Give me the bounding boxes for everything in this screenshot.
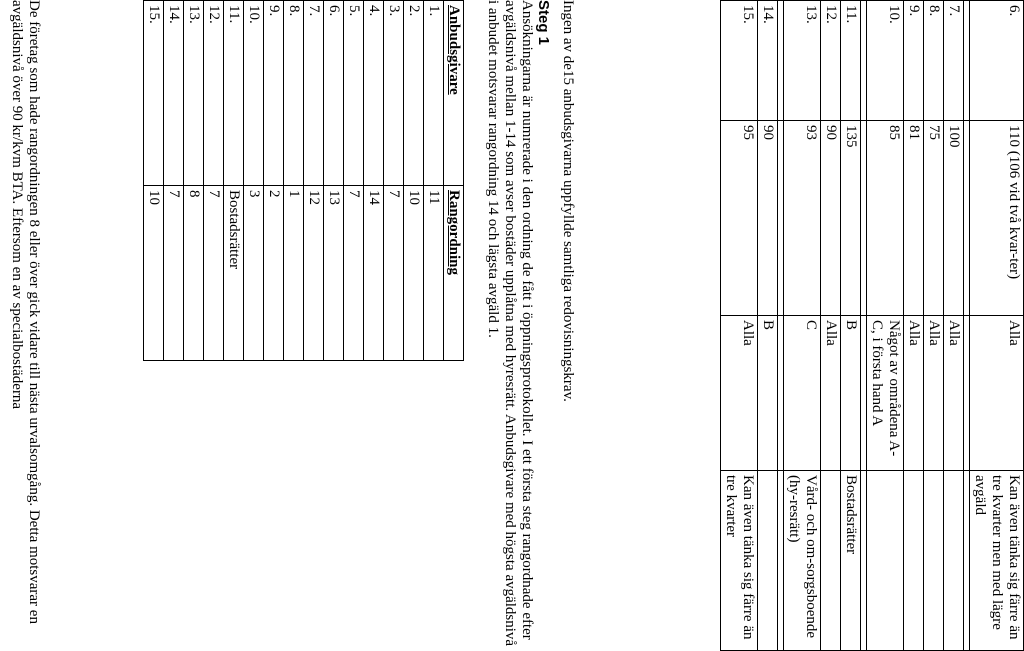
fee-level: 81 bbox=[904, 121, 924, 316]
bidder-cell: 14. bbox=[164, 1, 184, 186]
bidder-cell: 13. bbox=[184, 1, 204, 186]
comment bbox=[758, 471, 778, 651]
rank-cell: 14 bbox=[364, 186, 384, 361]
table-row bbox=[224, 1, 244, 361]
comment bbox=[867, 471, 904, 651]
area: Alla bbox=[970, 316, 1024, 471]
header-bidder: Anbudsgivare bbox=[444, 1, 464, 186]
fee-level: 100 bbox=[944, 121, 964, 316]
comment bbox=[944, 471, 964, 651]
bidder-cell: 11. bbox=[224, 1, 244, 186]
table-row bbox=[384, 1, 404, 361]
fee-level: 93 bbox=[784, 121, 821, 316]
step-text: Ansökningarna är numrerade i den ordning de fått i öppningsprotokollet. I ett första steg rangordnade efter avgäldsnivå mellan 1-14 som avser bostäder upplåtna med hyresrätt. Anbudsgivare med högsta avgäldsnivå i anbudet motsvarar rangordning 14 och lägsta avgäld 1. bbox=[485, 0, 535, 647]
bidder-number: 6. bbox=[970, 1, 1024, 121]
bidder-cell: 10. bbox=[244, 1, 264, 186]
rank-cell: Bostadsrätter bbox=[224, 186, 244, 361]
fee-level: 75 bbox=[924, 121, 944, 316]
area: Alla bbox=[924, 316, 944, 471]
bidder-cell: 12. bbox=[204, 1, 224, 186]
bidder-cell: 1. bbox=[424, 1, 444, 186]
table-row bbox=[784, 1, 821, 651]
table-row bbox=[944, 1, 964, 651]
table-separator bbox=[964, 1, 970, 651]
table-row bbox=[344, 1, 364, 361]
area: Alla bbox=[721, 316, 758, 471]
rank-cell: 1 bbox=[284, 186, 304, 361]
bidder-number: 12. bbox=[821, 1, 841, 121]
table-separator bbox=[778, 1, 784, 651]
table-row bbox=[904, 1, 924, 651]
footer-text: De företag som hade rangordningen 8 eller över gick vidare till nästa urvalsomgång. Detta motsvarar en avgäldsnivå över 90 kr/kvm BTA. Eftersom en av specialbostäderna bbox=[9, 0, 42, 624]
bidder-number: 8. bbox=[924, 1, 944, 121]
rank-cell: 3 bbox=[244, 186, 264, 361]
fee-level: 90 bbox=[821, 121, 841, 316]
bidder-cell: 7. bbox=[304, 1, 324, 186]
redovisning-note: Ingen av de15 anbudsgivarna uppfyllde samtliga redovisningskrav. bbox=[560, 0, 576, 402]
table-row bbox=[758, 1, 778, 651]
rank-cell: 12 bbox=[304, 186, 324, 361]
ranking-table bbox=[143, 0, 464, 361]
comment bbox=[924, 471, 944, 651]
rank-cell: 13 bbox=[324, 186, 344, 361]
table-row bbox=[204, 1, 224, 361]
table-row bbox=[284, 1, 304, 361]
table-row bbox=[244, 1, 264, 361]
table-row bbox=[970, 1, 1024, 651]
area: Något av områdena A-C, i första hand A bbox=[867, 316, 904, 471]
bidder-number: 15. bbox=[721, 1, 758, 121]
table-row bbox=[164, 1, 184, 361]
comment: Bostadsrätter bbox=[841, 471, 861, 651]
rank-cell: 7 bbox=[204, 186, 224, 361]
table-row bbox=[821, 1, 841, 651]
table-row bbox=[304, 1, 324, 361]
comment bbox=[904, 471, 924, 651]
fee-level: 135 bbox=[841, 121, 861, 316]
rank-cell: 7 bbox=[384, 186, 404, 361]
fee-level: 90 bbox=[758, 121, 778, 316]
bidder-cell: 3. bbox=[384, 1, 404, 186]
table-separator bbox=[861, 1, 867, 651]
fee-level: 85 bbox=[867, 121, 904, 316]
bidder-number: 7. bbox=[944, 1, 964, 121]
fee-level: 95 bbox=[721, 121, 758, 316]
bidder-cell: 8. bbox=[284, 1, 304, 186]
table-row bbox=[841, 1, 861, 651]
table-row bbox=[184, 1, 204, 361]
table-row bbox=[924, 1, 944, 651]
bidder-number: 13. bbox=[784, 1, 821, 121]
header-rank: Rangordning bbox=[444, 186, 464, 361]
step-heading: Steg 1 bbox=[535, 0, 552, 46]
comment: Vård- och om-sorgsboende (hy-resrätt) bbox=[784, 471, 821, 651]
bidder-cell: 15. bbox=[144, 1, 164, 186]
rank-cell: 11 bbox=[424, 186, 444, 361]
table-row bbox=[324, 1, 344, 361]
area: Alla bbox=[904, 316, 924, 471]
area: B bbox=[758, 316, 778, 471]
area: B bbox=[841, 316, 861, 471]
bidder-number: 10. bbox=[867, 1, 904, 121]
bidder-cell: 5. bbox=[344, 1, 364, 186]
rank-cell: 2 bbox=[264, 186, 284, 361]
rank-cell: 8 bbox=[184, 186, 204, 361]
rank-cell: 7 bbox=[344, 186, 364, 361]
table-row bbox=[867, 1, 904, 651]
area: Alla bbox=[821, 316, 841, 471]
table-row bbox=[404, 1, 424, 361]
bidder-cell: 6. bbox=[324, 1, 344, 186]
bid-table bbox=[720, 0, 1024, 651]
table-row bbox=[364, 1, 384, 361]
bidder-number: 11. bbox=[841, 1, 861, 121]
rank-cell: 7 bbox=[164, 186, 184, 361]
bidder-number: 14. bbox=[758, 1, 778, 121]
table-row bbox=[424, 1, 444, 361]
table-header-row bbox=[444, 1, 464, 361]
area: Alla bbox=[944, 316, 964, 471]
comment: Kan även tänka sig färre än tre kvarter bbox=[721, 471, 758, 651]
table-row bbox=[144, 1, 164, 361]
comment: Kan även tänka sig färre än tre kvarter men med lägre avgäld bbox=[970, 471, 1024, 651]
bidder-cell: 4. bbox=[364, 1, 384, 186]
bidder-cell: 2. bbox=[404, 1, 424, 186]
bidder-cell: 9. bbox=[264, 1, 284, 186]
fee-level: 110 (106 vid två kvar-ter) bbox=[970, 121, 1024, 316]
table-row bbox=[721, 1, 758, 651]
area: C bbox=[784, 316, 821, 471]
table-row bbox=[264, 1, 284, 361]
bidder-number: 9. bbox=[904, 1, 924, 121]
rank-cell: 10 bbox=[404, 186, 424, 361]
rank-cell: 10 bbox=[144, 186, 164, 361]
comment bbox=[821, 471, 841, 651]
